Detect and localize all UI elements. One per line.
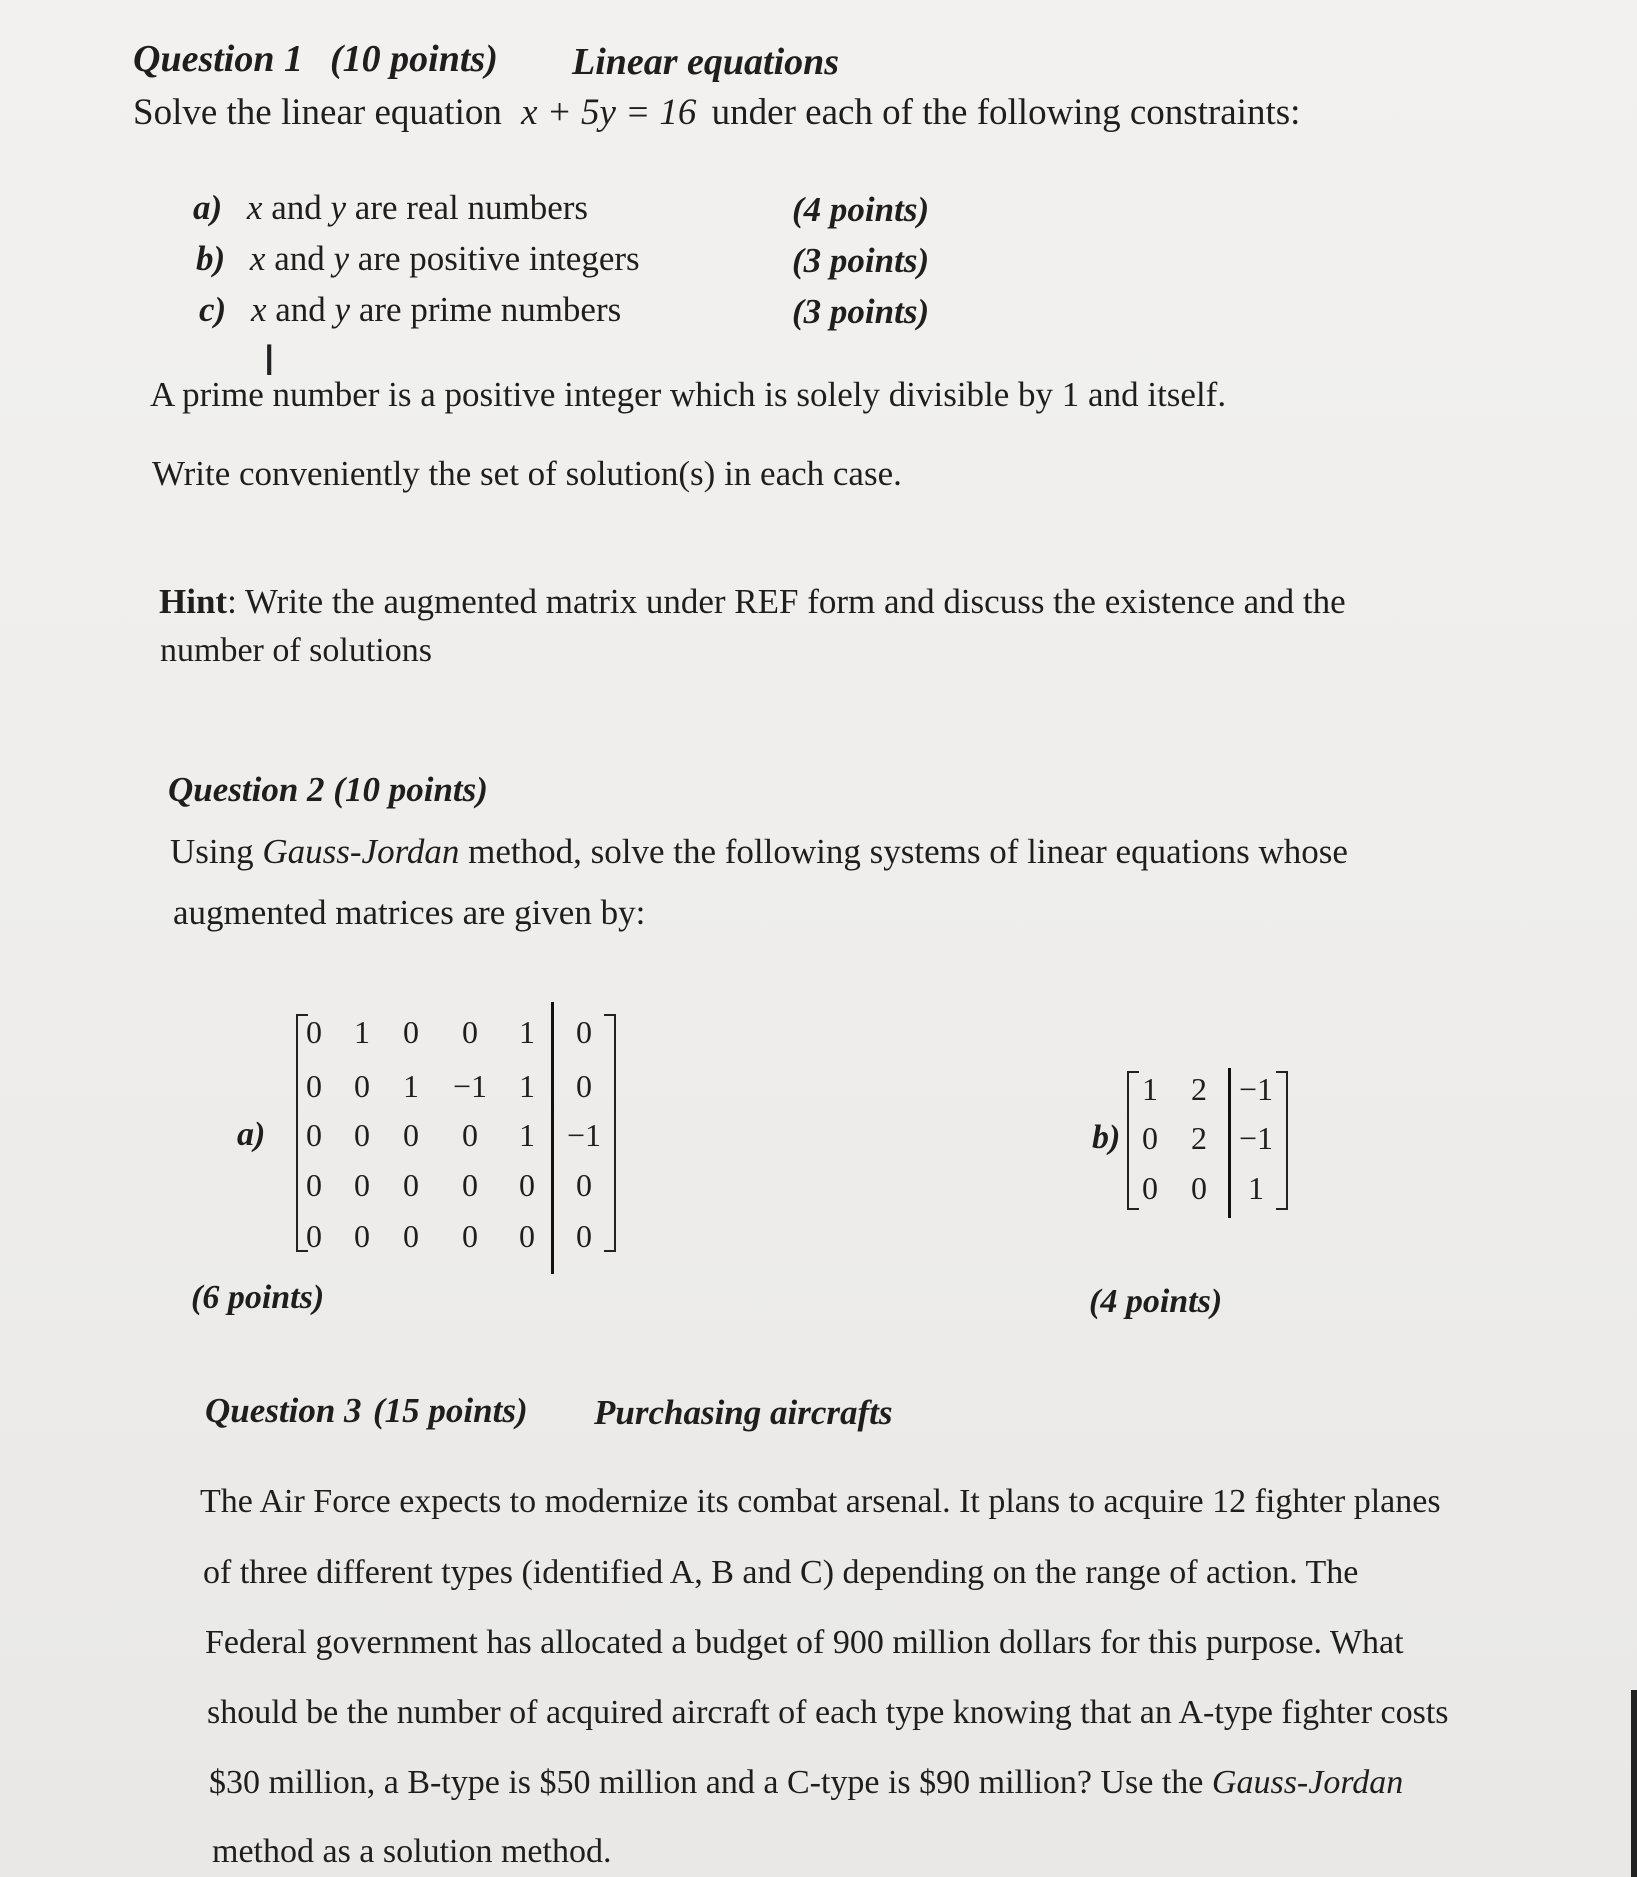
matrix-a-cell-r1c6: 0 <box>576 1014 592 1050</box>
q3-line-3: Federal government has allocated a budget of 900 million dollars for this purpose. What <box>205 1624 1404 1661</box>
q3-method: Gauss-Jordan <box>1211 1764 1404 1801</box>
matrix-a-cell-r4c4: 0 <box>462 1167 478 1203</box>
matrix-a-cell-r5c2: 0 <box>354 1218 370 1254</box>
part-label: b) <box>196 239 226 278</box>
part-var: y <box>333 239 350 278</box>
matrix-b-cell-r2c2: 2 <box>1191 1120 1207 1156</box>
q1-part-b-points: (3 points) <box>792 241 930 280</box>
matrix-a-cell-r1c4: 0 <box>462 1014 478 1050</box>
q2-a-points: (6 points) <box>191 1279 325 1316</box>
matrix-a-cell-r2c1: 0 <box>306 1068 322 1104</box>
matrix-b-cell-r3c1: 0 <box>1142 1170 1158 1206</box>
matrix-b-cell-r3c2: 0 <box>1191 1170 1207 1206</box>
matrix-a-cell-r4c6: 0 <box>576 1167 592 1203</box>
matrix-a-cell-r2c2: 0 <box>354 1068 370 1104</box>
augment-line <box>1228 1068 1231 1218</box>
matrix-a-cell-r5c6: 0 <box>576 1218 592 1254</box>
part-text: are positive integers <box>357 239 640 278</box>
q2-line1-post: method, solve the following systems of linear equations whose <box>468 832 1348 871</box>
q3-topic: Purchasing aircrafts <box>594 1393 893 1432</box>
matrix-a-cell-r1c1: 0 <box>306 1014 322 1050</box>
hint-text: : Write the augmented matrix under REF form and discuss the existence and the <box>227 582 1346 621</box>
part-var: x <box>246 188 263 227</box>
q3-line-2: of three different types (identified A, B and C) depending on the range of action. The <box>203 1554 1359 1591</box>
matrix-a-cell-r2c5: 1 <box>519 1068 535 1104</box>
part-var: x <box>250 290 267 329</box>
part-var: x <box>249 239 266 278</box>
matrix-a-cell-r4c5: 0 <box>519 1167 535 1203</box>
q3-points: (15 points) <box>373 1391 528 1430</box>
q1-part-c <box>199 290 621 330</box>
q1-topic: Linear equations <box>572 41 840 83</box>
q1-prime-definition: A prime number is a positive integer which is solely divisible by 1 and itself. <box>150 375 1227 414</box>
q3-title: Question 3 <box>205 1391 362 1430</box>
part-label: c) <box>199 290 227 329</box>
matrix-a-cell-r1c2: 1 <box>354 1014 370 1050</box>
q3-line-6: method as a solution method. <box>212 1833 612 1870</box>
part-and: and <box>274 239 325 278</box>
matrix-b-cell-r1c1: 1 <box>1142 1071 1158 1107</box>
q1-title: Question 1 <box>133 38 303 80</box>
matrix-a-cell-r4c1: 0 <box>306 1167 322 1203</box>
q3-line-1: The Air Force expects to modernize its combat arsenal. It plans to acquire 12 fighter planes <box>200 1483 1441 1520</box>
q2-b-label: b) <box>1092 1119 1121 1156</box>
matrix-a-cell-r3c3: 0 <box>403 1117 419 1153</box>
q1-equation: x + 5y = 16 <box>521 92 697 133</box>
q2-a-label: a) <box>237 1116 266 1153</box>
matrix-a-cell-r4c2: 0 <box>354 1167 370 1203</box>
q1-part-b <box>196 239 640 279</box>
matrix-b-cell-r3c3: 1 <box>1248 1170 1264 1206</box>
q1-hint-line2: number of solutions <box>160 632 432 669</box>
q1-intro-before: Solve the linear equation <box>133 92 502 133</box>
matrix-a-cell-r5c4: 0 <box>462 1218 478 1254</box>
part-var: y <box>334 290 351 329</box>
matrix-a-cell-r3c1: 0 <box>306 1117 322 1153</box>
q1-points: (10 points) <box>330 38 498 80</box>
q3-line-5 <box>209 1764 1403 1802</box>
q1-write-sets: Write conveniently the set of solution(s) in each case. <box>152 454 902 493</box>
matrix-a-cell-r2c6: 0 <box>576 1068 592 1104</box>
matrix-a-cell-r5c1: 0 <box>306 1218 322 1254</box>
text-cursor-icon: I <box>263 336 276 385</box>
hint-label: Hint <box>159 582 228 621</box>
matrix-a-cell-r1c5: 1 <box>519 1014 535 1050</box>
q1-hint-line1 <box>159 582 1346 622</box>
q2-line1 <box>170 832 1348 872</box>
matrix-a-cell-r2c3: 1 <box>403 1068 419 1104</box>
q2-line1-pre: Using <box>170 832 254 871</box>
part-var: y <box>330 188 347 227</box>
part-text: are prime numbers <box>358 290 622 329</box>
matrix-a-cell-r4c3: 0 <box>403 1167 419 1203</box>
q2-line2: augmented matrices are given by: <box>173 893 646 932</box>
q2-title: Question 2 (10 points) <box>168 770 488 809</box>
q1-intro-after: under each of the following constraints: <box>711 92 1301 133</box>
part-and: and <box>275 290 326 329</box>
q1-part-a-points: (4 points) <box>792 190 930 229</box>
augment-line <box>551 1002 554 1274</box>
matrix-a-cell-r3c6: −1 <box>566 1117 602 1153</box>
matrix-a-cell-r3c5: 1 <box>519 1117 535 1153</box>
matrix-a-cell-r5c3: 0 <box>403 1218 419 1254</box>
part-label: a) <box>193 188 223 227</box>
matrix-a-cell-r3c2: 0 <box>354 1117 370 1153</box>
matrix-b-cell-r1c3: −1 <box>1238 1071 1274 1107</box>
matrix-a-cell-r2c4: −1 <box>452 1068 488 1104</box>
matrix-a-cell-r3c4: 0 <box>462 1117 478 1153</box>
part-and: and <box>271 188 322 227</box>
right-bracket <box>1276 1071 1288 1210</box>
q3-line-5-text: $30 million, a B-type is $50 million and a C-type is $90 million? Use the <box>209 1764 1204 1801</box>
screen-edge <box>1631 1690 1637 1877</box>
matrix-b-cell-r2c3: −1 <box>1238 1120 1274 1156</box>
q1-part-c-points: (3 points) <box>792 292 930 331</box>
q1-part-a <box>193 188 588 228</box>
matrix-b-cell-r1c2: 2 <box>1191 1071 1207 1107</box>
q3-line-4: should be the number of acquired aircraft of each type knowing that an A-type fighter costs <box>207 1694 1449 1731</box>
matrix-b-cell-r2c1: 0 <box>1142 1120 1158 1156</box>
matrix-a-cell-r5c5: 0 <box>519 1218 535 1254</box>
q2-b-points: (4 points) <box>1089 1283 1223 1320</box>
right-bracket <box>604 1014 616 1252</box>
q2-method: Gauss-Jordan <box>262 832 460 871</box>
part-text: are real numbers <box>354 188 589 227</box>
matrix-a-cell-r1c3: 0 <box>403 1014 419 1050</box>
q1-intro <box>133 91 1300 134</box>
